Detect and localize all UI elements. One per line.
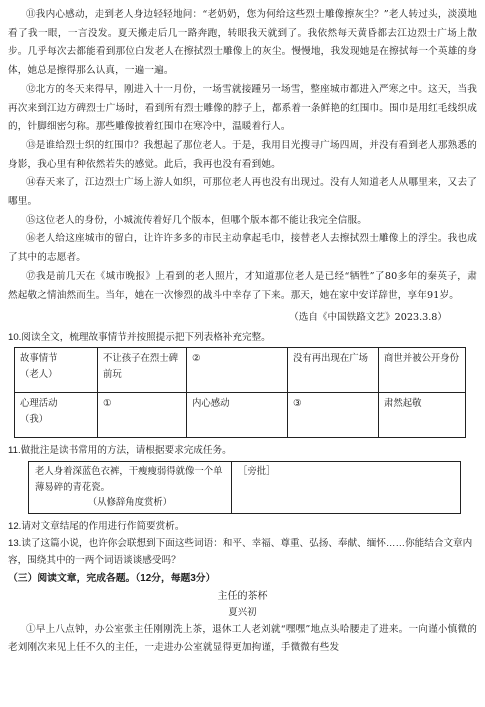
story-paragraph: ⑭春天来了，江边烈士广场上游人如织，可那位老人再也没有出现过。没有人知道老人从哪里来，又去了哪里。 — [8, 177, 477, 208]
blank-cell-3[interactable]: ③ — [288, 393, 379, 438]
excerpt-cell — [29, 462, 232, 513]
story-paragraph: ⑰我是前几天在《城市晚报》上看到的老人照片，才知道那位老人是已经“牺牲”了80多年的秦英子，肃然起敬之情油然而生。当年，她在一次惨烈的战斗中幸存了下来。那天，她在家中安详辞世，享年91岁。 — [8, 270, 477, 301]
section-heading: （三）阅读文章，完成各题。（12分，每题3分） — [8, 572, 216, 584]
article-paragraph: ①早上八点钟，办公室张主任刚刚洗上茶，退休工人老刘就“嘿嘿”地点头哈腰走了进来。一向谨小慎微的老刘刚次来见上任不久的主任，一走进办公室就显得更加拘谨，手微微有些发 — [8, 623, 477, 654]
table-cell: 肃然起敬 — [379, 393, 466, 438]
article-title: 主任的茶杯 — [217, 590, 268, 602]
blank-cell-2[interactable]: ② — [187, 348, 288, 393]
story-paragraph: ⑫北方的冬天来得早，刚进入十一月份，一场雪就接踵另一场雪，整座城市都进入严寒之中。这天，当我再次来到江边方碑烈士广场时，看到所有烈士雕像的脖子上，都系着一条鲜艳的红围巾。围巾是用红毛线织成的，针脚细密匀称。那些雕像披着红围巾在寒冷中，温暖着行人。 — [8, 83, 477, 133]
annotation-cell[interactable] — [232, 462, 460, 513]
story-body — [8, 6, 477, 305]
annotation-box — [28, 461, 461, 514]
story-paragraph: ⑯老人给这座城市的留白，让许许多多的市民主动拿起毛巾，接替老人去擦拭烈士雕像上的浮尘。我也成了其中的志愿者。 — [8, 233, 477, 264]
table-cell: 商世并被公开身份 — [379, 348, 466, 393]
story-paragraph: ⑬是谁给烈士织的红围巾？我想起了那位老人。于是，我用目光搜寻广场四周，并没有看到老人那熟悉的身影，我心里有种依然若失的感觉。此后，我再也没有看到她。 — [8, 139, 477, 170]
excerpt-text: 老人身着深蓝色衣裤，干瘦瘦弱得就像一个单薄易碎的青花瓷。 — [35, 466, 223, 493]
table-cell: 心理活动 （我） — [15, 393, 98, 438]
blank-cell-1[interactable]: ① — [98, 393, 187, 438]
annotation-label: ［旁批］ — [238, 466, 276, 478]
table-cell: 内心感动 — [187, 393, 288, 438]
excerpt-hint: （从修辞角度赏析） — [87, 497, 173, 509]
question-11: 11.做批注是读书常用的方法，请根据要求完成任务。 — [8, 445, 232, 457]
plot-table — [14, 347, 466, 438]
table-row — [15, 348, 466, 393]
table-cell: 故事情节 （老人） — [15, 348, 98, 393]
source-citation: （选自《中国铁路文艺》2023.3.8） — [289, 312, 447, 324]
article-author: 夏兴初 — [228, 606, 257, 618]
question-13: 13.读了这篇小说，也许你会联想到下面这些词语：和平、幸福、尊重、弘扬、奉献、缅怀……你能结合文章内容，围绕其中的一两个词语谈谈感受吗？ — [8, 537, 473, 566]
story-paragraph: ⑪我内心感动，走到老人身边轻轻地问：“老奶奶，您为何给这些烈士雕像擦灰尘？”老人转过头，淡漠地看了我一眼，一言没发。夏天搬走后几一路奔跑，转眼我天就到了。我依然每天黄昏都去江边烈士广场上散步。几乎每次去都能看到那位白发老人在擦拭烈士雕像上的灰尘。慢慢地，我发现她是在擦拭每一个英雄的身体，她总是擦得那么认真，一遍一遍。 — [8, 9, 477, 77]
table-cell: 没有再出现在广场 — [288, 348, 379, 393]
question-10: 10.阅读全文，梳理故事情节并按照提示把下列表格补充完整。 — [8, 332, 271, 344]
table-cell: 不让孩子在烈士碑前玩 — [98, 348, 187, 393]
story-paragraph: ⑮这位老人的身份，小城流传着好几个版本，但哪个版本都不能让我完全信服。 — [26, 214, 368, 226]
table-row — [15, 393, 466, 438]
question-12: 12.请对文章结尾的作用进行作简要赏析。 — [8, 520, 185, 532]
